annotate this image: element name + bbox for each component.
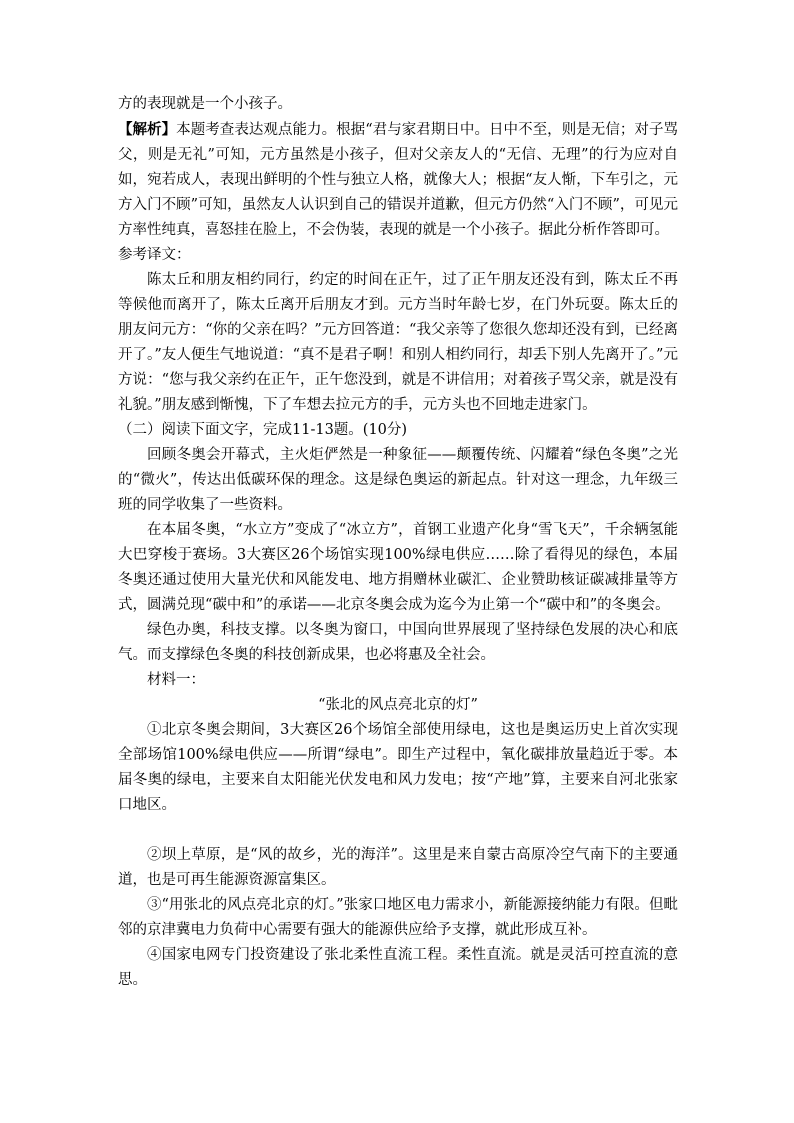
passage-paragraph-1: 回顾冬奥会开幕式，主火炬俨然是一种象征——颠覆传统、闪耀着“绿色冬奥”之光的“微火”，传达出低碳环保的理念。这是绿色奥运的新起点。针对这一理念，九年级三班的同学收集了一些资料。 xyxy=(118,447,678,513)
material-paragraph-3: ③“用张北的风点亮北京的灯。”张家口地区电力需求小，新能源接纳能力有限。但毗邻的京津冀电力负荷中心需要有强大的能源供应给予支撑，就此形成互补。 xyxy=(118,897,678,938)
analysis-text: 本题考查表达观点能力。根据“君与家君期日中。日中不至，则是无信；对子骂父，则是无礼”可知，元方虽然是小孩子，但对父亲友人的“无信、无理”的行为应对自如，宛若成人，表现出鲜明的个性与独立人格，就像大人；根据“友人惭，下车引之，元方入门不顾”可知，虽然友人认识到自己的错误并道歉，但元方仍然“入门不顾”，可见元方率性纯真，喜怒挂在脸上，不会伪装，表现的就是一个小孩子。据此分析作答即可。 xyxy=(118,122,678,238)
material-paragraph-2: ②坝上草原，是“风的故乡，光的海洋”。这里是来自蒙古高原冷空气南下的主要通道，也是可再生能源资源富集区。 xyxy=(118,847,678,888)
analysis-label: 【解析】 xyxy=(118,121,177,138)
passage-paragraph-3: 绿色办奥，科技支撑。以冬奥为窗口，中国向世界展现了坚持绿色发展的决心和底气。而支撑绿色冬奥的科技创新成果，也必将惠及全社会。 xyxy=(118,622,678,663)
paragraph-gap xyxy=(118,818,678,843)
document-body xyxy=(118,92,678,993)
analysis-paragraph xyxy=(118,117,678,243)
material-paragraph-4: ④国家电网专门投资建设了张北柔性直流工程。柔性直流。就是灵活可控直流的意思。 xyxy=(118,947,678,988)
material-paragraph-1: ①北京冬奥会期间，3大赛区26个场馆全部使用绿电，这也是奥运历史上首次实现全部场馆100%绿电供应——所谓“绿电”。即生产过程中，氧化碳排放量趋近于零。本届冬奥的绿电，主要来自太阳能光伏发电和风力发电；按“产地”算，主要来自河北张家口地区。 xyxy=(118,722,678,813)
translation-heading: 参考译文： xyxy=(118,247,191,263)
section-heading: （二）阅读下面文字，完成11-13题。(10分) xyxy=(118,422,408,438)
paragraph-continuation: 方的表现就是一个小孩子。 xyxy=(118,96,292,112)
material-label: 材料一： xyxy=(147,672,205,688)
material-title: “张北的风点亮北京的灯” xyxy=(318,697,478,713)
translation-paragraph: 陈太丘和朋友相约同行，约定的时间在正午，过了正午朋友还没有到，陈太丘不再等候他而离开了，陈太丘离开后朋友才到。元方当时年龄七岁，在门外玩耍。陈太丘的朋友问元方：“你的父亲在吗？”元方回答道：“我父亲等了您很久您却还没有到，已经离开了。”友人便生气地说道：“真不是君子啊！和别人相约同行，却丢下别人先离开了。”元方说：“您与我父亲约在正午，正午您没到，就是不讲信用；对着孩子骂父亲，就是没有礼貌。”朋友感到惭愧，下了车想去拉元方的手，元方头也不回地走进家门。 xyxy=(118,272,678,413)
passage-paragraph-2: 在本届冬奥，“水立方”变成了“冰立方”，首钢工业遗产化身“雪飞天”，千余辆氢能大巴穿梭于赛场。3大赛区26个场馆实现100%绿电供应……除了看得见的绿色，本届冬奥还通过使用大量光伏和风能发电、地方捐赠林业碳汇、企业赞助核证碳减排量等方式，圆满兑现“碳中和”的承诺——北京冬奥会成为迄今为止第一个“碳中和”的冬奥会。 xyxy=(118,522,678,613)
